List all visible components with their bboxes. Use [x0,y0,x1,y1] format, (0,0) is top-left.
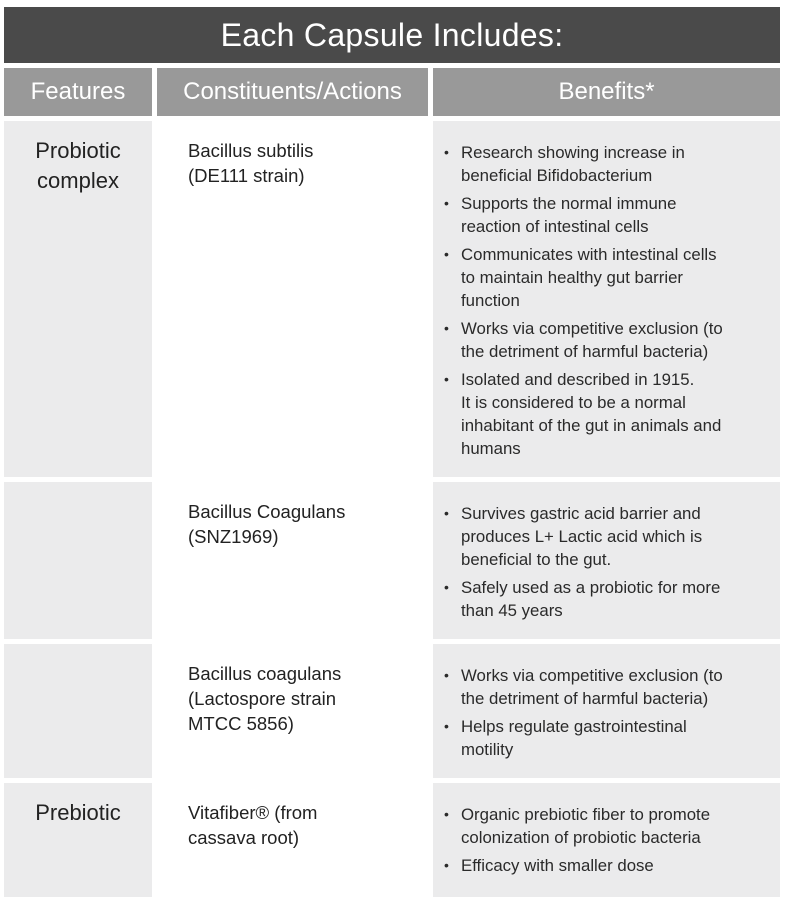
bullet-icon: • [444,195,449,211]
list-item: • Works via competitive exclusion (to the detriment of harmful bacteria) [444,319,723,361]
row-4-feature-cell [4,783,152,897]
row-1-benefits-list [433,121,780,460]
header-constituents: Constituents/Actions [157,68,428,116]
row-1-benefits-cell [433,121,780,477]
row-2-feature [4,482,152,497]
row-4-benefits-list [433,783,780,877]
bullet-icon: • [444,320,449,336]
list-item: • Isolated and described in 1915. It is considered to be a normal inhabitant of the gut in animals and humans [444,370,722,458]
list-item: • Supports the normal immune reaction of intestinal cells [444,194,677,236]
list-item: • Safely used as a probiotic for more than 45 years [444,578,721,620]
row-2-benefits-list [433,482,780,622]
row-3-benefits-cell [433,644,780,778]
row-1-feature-cell [4,121,152,477]
row-3-feature [4,644,152,659]
row-2-constituent-cell [157,482,428,639]
row-3-benefits-list [433,644,780,761]
list-item: • Helps regulate gastrointestinal motility [444,717,687,759]
bullet-icon: • [444,806,449,822]
row-4-feature: Prebiotic [35,800,121,825]
row-4-constituent: Vitafiber® (from cassava root) [188,802,318,848]
bullet-icon: • [444,857,449,873]
row-4-constituent-cell [157,783,428,897]
table-title: Each Capsule Includes: [4,7,780,63]
bullet-icon: • [444,718,449,734]
list-item: • Efficacy with smaller dose [444,856,654,875]
list-item: • Research showing increase in beneficial Bifidobacterium [444,143,685,185]
row-2-feature-cell [4,482,152,639]
row-4-benefits-cell [433,783,780,897]
row-3-constituent: Bacillus coagulans (Lactospore strain MTCC 5856) [188,663,342,734]
header-features: Features [4,68,152,116]
bullet-icon: • [444,144,449,160]
row-3-feature-cell [4,644,152,778]
row-3-constituent-cell [157,644,428,778]
row-2-constituent: Bacillus Coagulans (SNZ1969) [188,501,346,547]
row-1-feature: Probiotic complex [35,138,121,193]
bullet-icon: • [444,371,449,387]
list-item: • Communicates with intestinal cells to maintain healthy gut barrier function [444,245,717,310]
row-1-constituent-cell [157,121,428,477]
bullet-icon: • [444,505,449,521]
row-2-benefits-cell [433,482,780,639]
list-item: • Survives gastric acid barrier and produces L+ Lactic acid which is beneficial to the gut. [444,504,703,569]
bullet-icon: • [444,246,449,262]
bullet-icon: • [444,667,449,683]
list-item: • Organic prebiotic fiber to promote colonization of probiotic bacteria [444,805,711,847]
list-item: • Works via competitive exclusion (to the detriment of harmful bacteria) [444,666,723,708]
bullet-icon: • [444,579,449,595]
header-benefits: Benefits* [433,68,780,116]
row-1-constituent: Bacillus subtilis (DE111 strain) [188,140,314,186]
